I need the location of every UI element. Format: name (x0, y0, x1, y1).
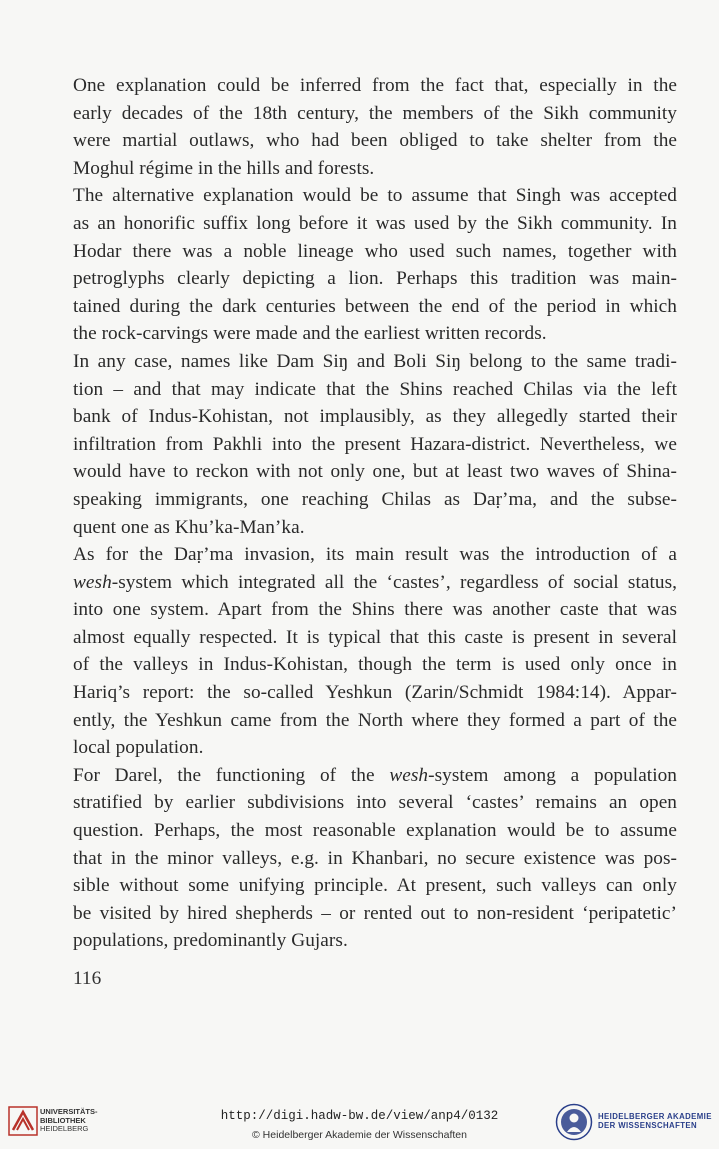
text-line: local population. (73, 737, 204, 759)
library-name: UNIVERSITÄTS- BIBLIOTHEK HEIDELBERG (40, 1107, 98, 1133)
text-line: ently, the Yeshkun came from the North where they formed a part of the (73, 709, 677, 731)
text-line: populations, predominantly Gujars. (73, 930, 348, 952)
source-url-link[interactable]: http://digi.hadw-bw.de/view/anp4/0132 (220, 1109, 499, 1123)
academy-seal-icon (555, 1103, 593, 1141)
text-line: Moghul régime in the hills and forests. (73, 157, 375, 179)
text-line: tained during the dark centuries between the end of the period in which (73, 295, 677, 317)
academy-name: HEIDELBERGER AKADEMIE DER WISSENSCHAFTEN (598, 1112, 712, 1130)
text-line: The alternative explanation would be to assume that Singh was accepted (73, 185, 677, 207)
text-line: petroglyphs clearly depicting a lion. Perhaps this tradition was main- (73, 268, 677, 290)
text-line: as an honorific suffix long before it was used by the Sikh community. In (73, 212, 677, 234)
text-line: Hariq’s report: the so-called Yeshkun (Zarin/Schmidt 1984:14). Appar- (73, 682, 677, 704)
text-line: that in the minor valleys, e.g. in Khanbari, no secure existence was pos- (73, 847, 677, 869)
text-line: One explanation could be inferred from the fact that, especially in the (73, 75, 677, 96)
text-line: early decades of the 18th century, the members of the Sikh community (73, 102, 677, 124)
text-line: be visited by hired shepherds – or rented out to non-resident ‘peripatetic’ (73, 902, 677, 924)
text-line: speaking immigrants, one reaching Chilas as Daṛ’ma, and the subse- (73, 488, 677, 510)
text-line: infiltration from Pakhli into the present Hazara-district. Nevertheless, we (73, 433, 677, 455)
text-line: the rock-carvings were made and the earliest written records. (73, 323, 547, 345)
text-line: tion – and that may indicate that the Shins reached Chilas via the left (73, 378, 677, 400)
text-line: For Darel, the functioning of the wesh-system among a population (73, 764, 677, 786)
text-line: quent one as Khu’ka-Man’ka. (73, 516, 305, 538)
text-line: sible without some unifying principle. At present, such valleys can only (73, 875, 677, 897)
text-line: wesh-system which integrated all the ‘castes’, regardless of social status, (73, 571, 677, 593)
text-line: stratified by earlier subdivisions into several ‘castes’ remains an open (73, 792, 677, 814)
copyright-notice: © Heidelberger Akademie der Wissenschaften (252, 1129, 467, 1141)
text-line: question. Perhaps, the most reasonable explanation would be to assume (73, 820, 677, 842)
text-line: would have to reckon with not only one, but at least two waves of Shina- (73, 461, 677, 483)
text-line: As for the Daṛ’ma invasion, its main result was the introduction of a (73, 544, 677, 566)
footer (0, 1098, 719, 1149)
text-line: of the valleys in Indus-Kohistan, though the term is used only once in (73, 654, 677, 676)
page-number: 116 (73, 968, 102, 989)
body-text (73, 72, 677, 955)
text-line: into one system. Apart from the Shins there was another caste that was (73, 599, 677, 621)
text-line: In any case, names like Dam Siŋ and Boli Siŋ belong to the same tradi- (73, 350, 677, 372)
text-line: Hodar there was a noble lineage who used such names, together with (73, 240, 677, 262)
text-line: almost equally respected. It is typical that this caste is present in several (73, 626, 677, 648)
text-line: were martial outlaws, who had been obliged to take shelter from the (73, 130, 677, 152)
text-line: bank of Indus-Kohistan, not implausibly, as they allegedly started their (73, 406, 677, 428)
